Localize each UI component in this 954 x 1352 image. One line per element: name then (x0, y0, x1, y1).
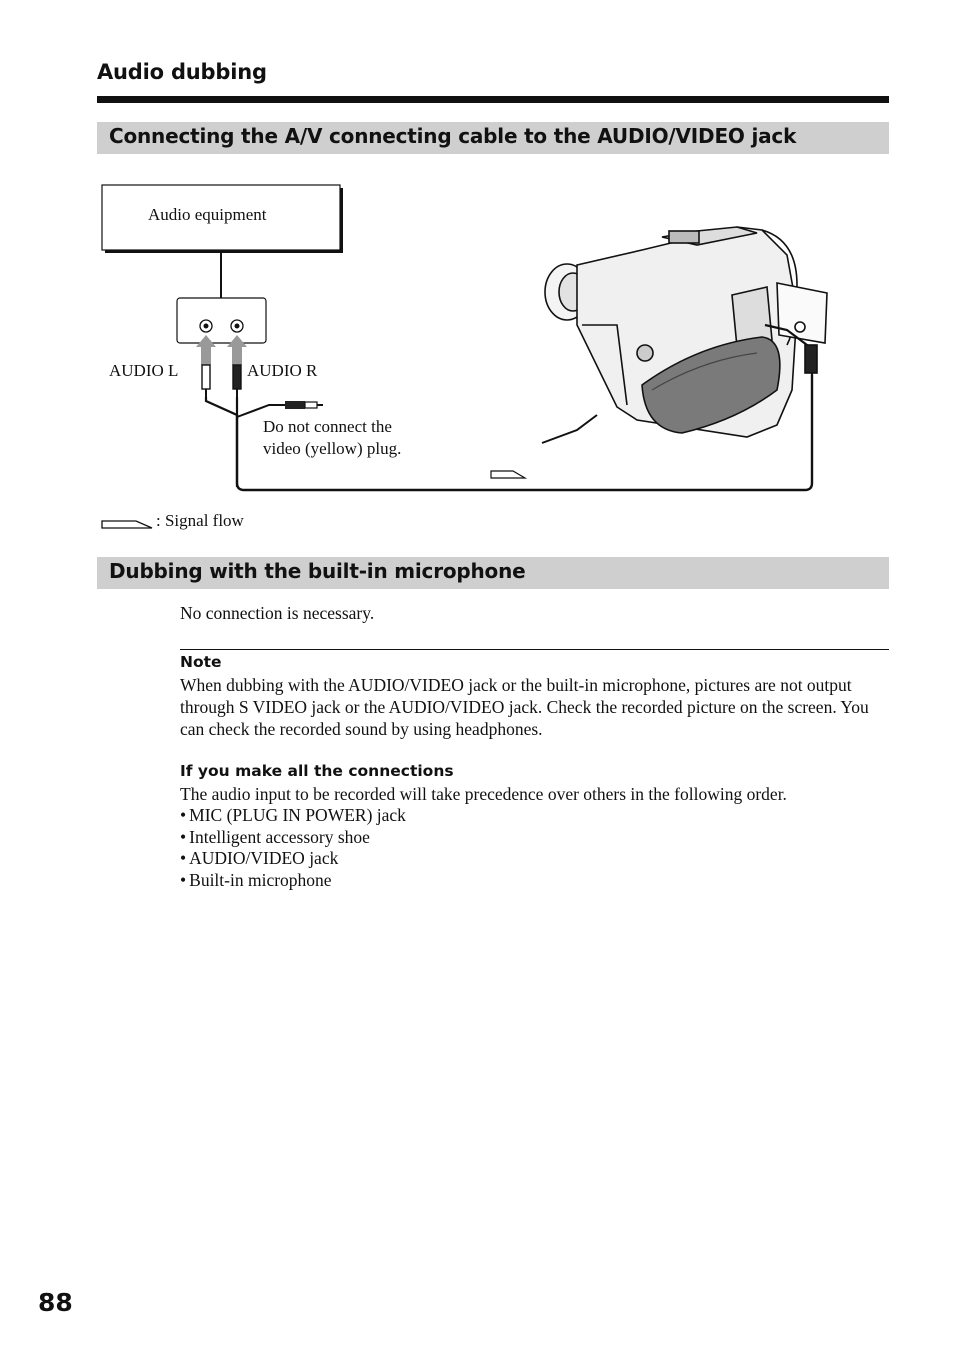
video-plug-note-line1: Do not connect the (263, 417, 392, 436)
list-item: • Intelligent accessory shoe (180, 827, 406, 849)
no-connection-text: No connection is necessary. (180, 603, 375, 623)
audio-l-cable (206, 397, 237, 487)
camcorder-jack-cover (777, 283, 827, 343)
list-item: • AUDIO/VIDEO jack (180, 848, 406, 870)
plug-audio-l (202, 365, 210, 389)
signal-flow-legend-icon (100, 514, 154, 530)
signal-flow-legend-text: : Signal flow (156, 511, 244, 530)
section-heading-text: Connecting the A/V connecting cable to the AUDIO/VIDEO jack (109, 124, 797, 148)
audio-l-jack-center (204, 324, 209, 329)
av-plug (805, 345, 817, 373)
list-item: • Built-in microphone (180, 870, 406, 892)
list-item: • MIC (PLUG IN POWER) jack (180, 805, 406, 827)
plug-audio-r (233, 365, 241, 389)
audio-l-label: AUDIO L (109, 361, 179, 380)
section-heading-av-jack (97, 122, 889, 154)
note-heading: Note (180, 653, 222, 671)
section-heading-text: Dubbing with the built-in microphone (109, 559, 526, 583)
camcorder-dial (637, 345, 653, 361)
header-rule (97, 96, 889, 103)
section-title: Audio dubbing (97, 60, 267, 84)
accessory-shoe (669, 231, 699, 243)
camcorder-front-cable (542, 415, 597, 443)
priority-list (180, 805, 406, 891)
video-plug (285, 401, 305, 409)
camcorder (542, 227, 827, 443)
audio-equipment-label: Audio equipment (148, 205, 267, 224)
connections-heading: If you make all the connections (180, 762, 454, 780)
signal-flow-legend (100, 510, 300, 534)
connection-diagram (97, 175, 889, 505)
signal-flow-arrow (491, 471, 525, 478)
note-text: When dubbing with the AUDIO/VIDEO jack or the built-in microphone, pictures are not output through S VIDEO jack or the AUDIO/VIDEO jack. Check the recorded picture on the screen. You can check the recorded sound by using headphones. (180, 675, 869, 739)
connections-text: The audio input to be recorded will take precedence over others in the following order. (180, 784, 787, 804)
video-plug-tip (305, 402, 317, 408)
camcorder-cover-knob (795, 322, 805, 332)
audio-r-jack-center (235, 324, 240, 329)
audio-r-label: AUDIO R (247, 361, 318, 380)
note-rule (180, 649, 889, 650)
page-number: 88 (38, 1288, 73, 1317)
jack-panel (177, 298, 266, 343)
video-plug-note-line2: video (yellow) plug. (263, 439, 402, 458)
section-heading-built-in-mic (97, 557, 889, 589)
